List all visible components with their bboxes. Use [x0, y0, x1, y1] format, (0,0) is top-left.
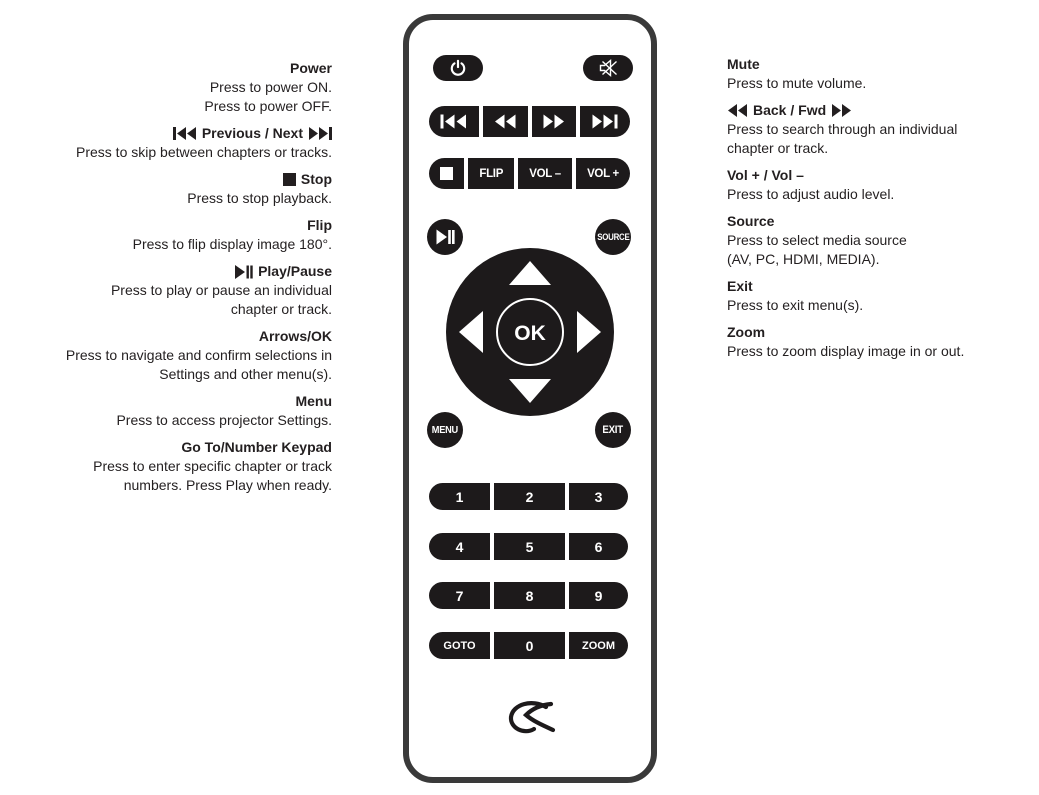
annotation-line: Press to stop playback. [187, 190, 332, 206]
annotation-line: Press to skip between chapters or tracks. [76, 144, 332, 160]
annotation-play-pause [111, 262, 332, 319]
fast-forward-icon [831, 104, 852, 117]
exit-label: EXIT [602, 424, 624, 436]
heading-text: Exit [727, 278, 753, 294]
annotation-exit [727, 277, 863, 315]
next-button[interactable] [580, 106, 630, 137]
digit-label: 9 [594, 587, 603, 604]
vol-minus-button[interactable] [518, 158, 572, 189]
annotation-line: Press to navigate and confirm selections in [65, 347, 332, 363]
digit-5-button[interactable] [494, 533, 565, 560]
annotation-heading [727, 323, 964, 342]
annotation-line: Settings and other menu(s). [159, 366, 332, 382]
digit-4-button[interactable] [429, 533, 490, 560]
annotation-line: Press to access projector Settings. [116, 412, 332, 428]
transport-row [429, 106, 630, 137]
digit-label: 1 [455, 488, 464, 505]
skip-forward-icon [308, 127, 332, 140]
menu-button[interactable] [427, 412, 463, 448]
goto-label: GOTO [443, 639, 476, 652]
stop-icon [440, 167, 453, 180]
annotation-heading [307, 216, 332, 235]
annotation-line: Press to mute volume. [727, 75, 867, 91]
zoom-label: ZOOM [582, 639, 615, 652]
annotation-line: chapter or track. [727, 140, 829, 156]
numpad-row-3 [429, 582, 628, 609]
dpad[interactable] [446, 248, 614, 416]
heading-text: Arrows/OK [258, 328, 332, 344]
fast-forward-button[interactable] [532, 106, 577, 137]
ok-label[interactable]: OK [514, 322, 546, 345]
digit-2-button[interactable] [494, 483, 565, 510]
heading-text: Back / Fwd [753, 102, 827, 118]
heading-text: Zoom [727, 324, 766, 340]
annotation-flip [133, 216, 332, 254]
annotation-line: Press to enter specific chapter or track [93, 458, 332, 474]
exit-button[interactable] [595, 412, 631, 448]
flip-button[interactable] [468, 158, 514, 189]
source-label: SOURCE [596, 232, 630, 242]
vol-minus-label: VOL – [529, 167, 561, 180]
annotation-heading [290, 59, 332, 78]
heading-text: Play/Pause [258, 263, 332, 279]
annotation-previous-next [76, 124, 332, 162]
speaker-mute-icon [598, 59, 619, 77]
digit-label: 6 [594, 538, 603, 555]
heading-text: Flip [307, 217, 332, 233]
goto-button[interactable] [429, 632, 490, 659]
right-annotations-column [727, 55, 1029, 361]
annotation-line: chapter or track. [230, 301, 332, 317]
heading-text: Stop [300, 171, 332, 187]
annotation-heading [727, 212, 907, 231]
heading-text: Vol + / Vol – [727, 167, 804, 183]
left-annotations-column [8, 59, 332, 495]
mute-button[interactable] [583, 55, 633, 81]
digit-label: 7 [455, 587, 464, 604]
annotation-heading [727, 101, 957, 120]
stop-button[interactable] [429, 158, 464, 189]
stop-flip-vol-row [429, 158, 630, 189]
annotation-line: Press to power ON. [209, 79, 332, 95]
numpad-row-4 [429, 632, 628, 659]
stop-icon [283, 173, 296, 186]
annotation-line: (AV, PC, HDMI, MEDIA). [727, 251, 880, 267]
digit-8-button[interactable] [494, 582, 565, 609]
digit-7-button[interactable] [429, 582, 490, 609]
annotation-heading [259, 327, 332, 346]
previous-button[interactable] [429, 106, 479, 137]
annotation-stop [187, 170, 332, 208]
heading-text: Source [727, 213, 775, 229]
digit-1-button[interactable] [429, 483, 490, 510]
annotation-heading [295, 392, 332, 411]
annotation-arrows-ok [66, 327, 332, 384]
digit-label: 2 [525, 488, 534, 505]
zoom-button[interactable] [569, 632, 628, 659]
vol-plus-button[interactable] [576, 158, 630, 189]
annotation-line: Press to flip display image 180°. [132, 236, 332, 252]
numpad-row-2 [429, 533, 628, 560]
menu-label: MENU [431, 424, 459, 436]
heading-text: Previous / Next [201, 125, 303, 141]
annotation-back-fwd [727, 101, 957, 158]
annotation-line: numbers. Press Play when ready. [123, 477, 332, 493]
numpad-row-1 [429, 483, 628, 510]
power-icon [449, 59, 467, 77]
power-button[interactable] [433, 55, 483, 81]
fast-forward-icon [543, 114, 565, 129]
annotation-line: Press to adjust audio level. [727, 186, 895, 202]
heading-text: Mute [727, 56, 760, 72]
annotation-heading [727, 55, 866, 74]
annotation-line: Press to zoom display image in or out. [727, 343, 965, 359]
gpx-logo [505, 696, 557, 738]
annotation-mute [727, 55, 866, 93]
rewind-icon [494, 114, 516, 129]
digit-9-button[interactable] [569, 582, 628, 609]
annotation-line: Press to play or pause an individual [110, 282, 332, 298]
heading-text: Power [289, 60, 332, 76]
heading-text: Go To/Number Keypad [181, 439, 332, 455]
digit-label: 4 [455, 538, 464, 555]
heading-text: Menu [295, 393, 332, 409]
digit-6-button[interactable] [569, 533, 628, 560]
remote-control [403, 14, 657, 783]
rewind-icon [727, 104, 748, 117]
annotation-line: Press to select media source [727, 232, 907, 248]
annotation-heading [283, 170, 332, 189]
digit-label: 5 [525, 538, 534, 555]
play-pause-icon [436, 229, 455, 245]
annotation-line: Press to search through an individual [727, 121, 958, 137]
digit-label: 0 [525, 637, 534, 654]
flip-label: FLIP [479, 167, 504, 180]
annotation-volume [727, 166, 894, 204]
annotation-zoom [727, 323, 964, 361]
annotation-heading [235, 262, 332, 281]
digit-0-button[interactable] [494, 632, 565, 659]
annotation-heading [727, 166, 894, 185]
annotation-menu [116, 392, 332, 430]
annotation-power [204, 59, 332, 116]
annotation-line: Press to exit menu(s). [727, 297, 864, 313]
digit-3-button[interactable] [569, 483, 628, 510]
annotation-heading [173, 124, 332, 143]
skip-back-icon [440, 114, 467, 129]
annotation-goto-keypad [93, 438, 332, 495]
vol-plus-label: VOL + [587, 167, 619, 180]
digit-label: 3 [594, 488, 603, 505]
annotation-line: Press to power OFF. [204, 98, 332, 114]
play-pause-icon [235, 265, 253, 279]
annotation-heading [181, 438, 332, 457]
skip-forward-icon [592, 114, 619, 129]
digit-label: 8 [525, 587, 534, 604]
skip-back-icon [173, 127, 197, 140]
annotation-source [727, 212, 907, 269]
annotation-heading [727, 277, 863, 296]
rewind-button[interactable] [483, 106, 528, 137]
